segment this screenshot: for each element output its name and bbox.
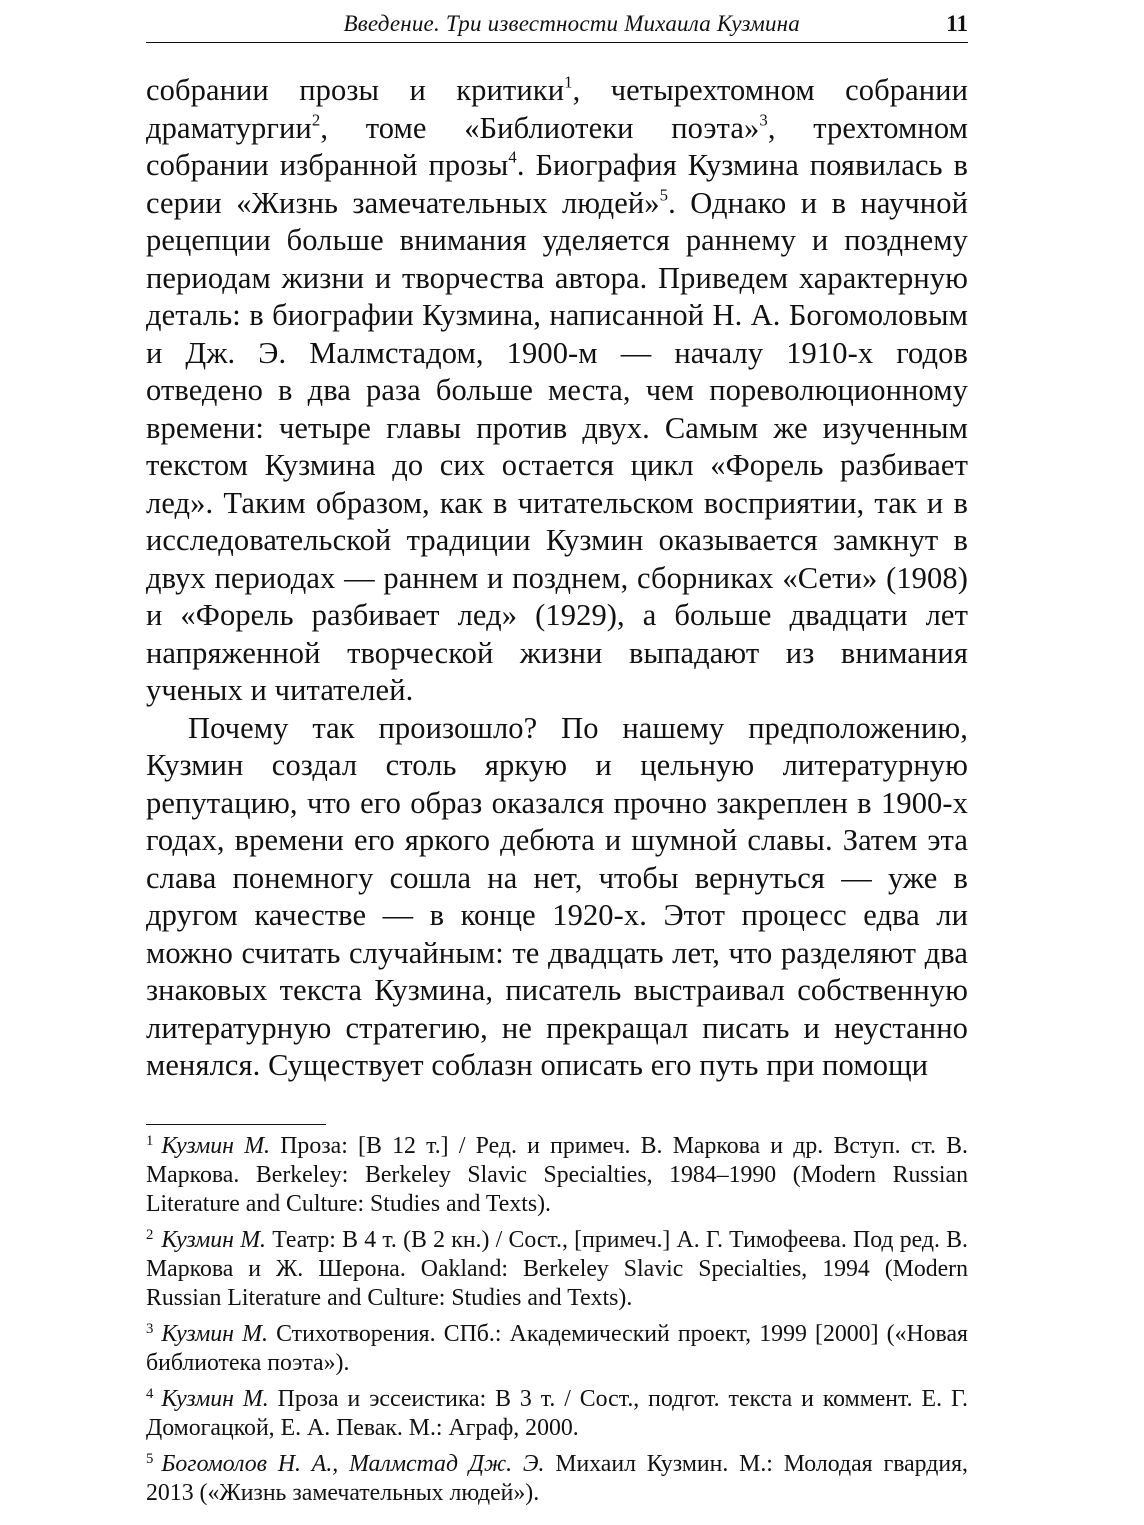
paragraph-1-text: , четырехтомном собрании драматургии (146, 73, 968, 145)
footnote-author: Кузмин М. (161, 1386, 269, 1412)
footnote-author: Кузмин М. (161, 1133, 270, 1159)
paragraph-1-text: , трехтомном собрании избранной прозы (146, 110, 969, 182)
footnote-ref-2: 2 (311, 109, 321, 129)
footnote-ref-3: 3 (759, 109, 768, 129)
footnote-author: Кузмин М. (161, 1227, 266, 1253)
footnote-author: Богомолов Н. А., Малмстад Дж. Э. (161, 1451, 545, 1477)
paragraph-2: Почему так произошло? По нашему предположению, Кузмин создал столь яркую и цельную литературную репутацию, что его образ оказался прочно закреплен в 1900-х годах, времени его яркого дебюта и шумной славы. Затем эта слава понемногу сошла на нет, чтобы вернуться — уже в другом качестве — в конце 1920-х. Этот процесс едва ли можно считать случайным: те двадцать лет, что разделяют два знаковых текста Кузмина, писатель выстраивал собственную литературную стратегию, не прекращал писать и неустанно менялся. Существует соблазн описать его путь при помощи (146, 710, 968, 1082)
paragraph-1-text: . Биография Кузмина появилась в серии «Жизнь замечательных людей» (146, 148, 968, 220)
footnote-text: Театр: В 4 т. (В 2 кн.) / Сост., [примеч.] А. Г. Тимофеева. Под ред. В. Маркова и Ж. Шерона. Oakland: Berkeley Slavic Specialties, 1994 (Modern Russian Literature and Culture: Studies and Texts). (146, 1227, 968, 1311)
footnote-ref-1: 1 (564, 72, 573, 92)
footnote-2: 2 Кузмин М. Театр: В 4 т. (В 2 кн.) / Сост., [примеч.] А. Г. Тимофеева. Под ред. В. Маркова и Ж. Шерона. Oakland: Berkeley Slavic Specialties, 1994 (Modern Russian Literature and Culture: Studies and Texts). (146, 1226, 968, 1311)
page-number: 11 (946, 11, 968, 36)
main-text (146, 72, 968, 1085)
footnote-text: Михаил Кузмин. М.: Молодая гвардия, 2013 («Жизнь замечательных людей»). (146, 1451, 969, 1506)
footnote-text: Проза: [В 12 т.] / Ред. и примеч. В. Маркова и др. Вступ. ст. В. Маркова. Berkeley: Berkeley Slavic Specialties, 1984–1990 (Modern Russian Literature and Culture: Studies and Texts). (146, 1133, 968, 1217)
paragraph-1 (146, 72, 968, 710)
running-header (146, 6, 968, 43)
footnotes (146, 1132, 968, 1515)
footnote-text: Стихотворения. СПб.: Академический проект, 1999 [2000] («Новая библиотека поэта»). (146, 1321, 968, 1376)
footnote-ref-5: 5 (659, 184, 669, 204)
paragraph-1-text: собрании прозы и критики (146, 73, 565, 107)
paragraph-1-text: . Однако и в научной рецепции больше внимания уделяется раннему и позднему периодам жизни и творчества автора. Приведем характерную деталь: в биографии Кузмина, написанной Н. А. Богомоловым и Дж. Э. Малмстадом, 1900-м — началу 1910-х годов отведено в два раза больше места, чем пореволюционному времени: четыре главы против двух. Самым же изученным текстом Кузмина до сих остается цикл «Форель разбивает лед». Таким образом, как в читательском восприятии, так и в исследовательской традиции Кузмин оказывается замкнут в двух периодах — раннем и позднем, сборниках «Сети» (1908) и «Форель разбивает лед» (1929), а больше двадцати лет напряженной творческой жизни выпадают из внимания ученых и читателей. (146, 185, 969, 707)
footnote-separator (146, 1124, 326, 1125)
footnote-author: Кузмин М. (161, 1321, 268, 1347)
footnote-text: Проза и эссеистика: В 3 т. / Сост., подгот. текста и коммент. Е. Г. Домогацкой, Е. А. Певак. М.: Аграф, 2000. (146, 1386, 968, 1441)
running-title: Введение. Три известности Михаила Кузмина (343, 11, 800, 36)
footnote-5: 5 Богомолов Н. А., Малмстад Дж. Э. Михаил Кузмин. М.: Молодая гвардия, 2013 («Жизнь замечательных людей»). (146, 1450, 969, 1506)
footnote-1: 1 Кузмин М. Проза: [В 12 т.] / Ред. и примеч. В. Маркова и др. Вступ. ст. В. Маркова. Berkeley: Berkeley Slavic Specialties, 1984–1990 (Modern Russian Literature and Culture: Studies and Texts). (146, 1132, 968, 1217)
footnote-ref-4: 4 (508, 147, 517, 167)
footnote-3: 3 Кузмин М. Стихотворения. СПб.: Академический проект, 1999 [2000] («Новая библиотека поэта»). (146, 1320, 968, 1376)
footnote-4: 4 Кузмин М. Проза и эссеистика: В 3 т. / Сост., подгот. текста и коммент. Е. Г. Домогацкой, Е. А. Певак. М.: Аграф, 2000. (146, 1385, 968, 1441)
paragraph-1-text: , томе «Библиотеки поэта» (320, 110, 760, 145)
